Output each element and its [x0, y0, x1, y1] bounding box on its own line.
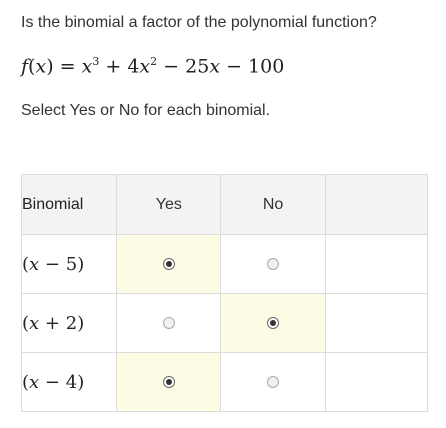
binomial-cell: (x − 5) — [22, 235, 117, 294]
question-text: Is the binomial a factor of the polynomial function? — [21, 14, 377, 31]
no-cell[interactable] — [221, 235, 325, 294]
binomial-cell: (x + 2) — [22, 294, 117, 353]
no-radio[interactable] — [267, 258, 279, 270]
yes-radio[interactable] — [163, 258, 175, 270]
binomial-cell: (x − 4) — [22, 353, 117, 412]
header-yes: Yes — [117, 175, 221, 235]
header-no: No — [221, 175, 325, 235]
table-row — [22, 294, 428, 353]
no-cell[interactable] — [221, 353, 325, 412]
no-radio[interactable] — [267, 376, 279, 388]
header-empty — [325, 175, 427, 235]
empty-cell — [325, 294, 427, 353]
yes-cell[interactable] — [117, 353, 221, 412]
empty-cell — [325, 353, 427, 412]
table-row — [22, 235, 428, 294]
header-binomial: Binomial — [22, 175, 117, 235]
no-cell[interactable] — [221, 294, 325, 353]
yes-cell[interactable] — [117, 294, 221, 353]
yes-cell[interactable] — [117, 235, 221, 294]
yes-radio[interactable] — [163, 317, 175, 329]
yes-radio[interactable] — [163, 376, 175, 388]
polynomial-equation: $f(x) = x^3 + 4x^2 - 25x - 100$ — [21, 55, 285, 78]
table-header-row — [22, 175, 428, 235]
table-row — [22, 353, 428, 412]
binomial-table — [21, 174, 428, 412]
empty-cell — [325, 235, 427, 294]
no-radio[interactable] — [267, 317, 279, 329]
instruction-text: Select Yes or No for each binomial. — [21, 102, 271, 119]
